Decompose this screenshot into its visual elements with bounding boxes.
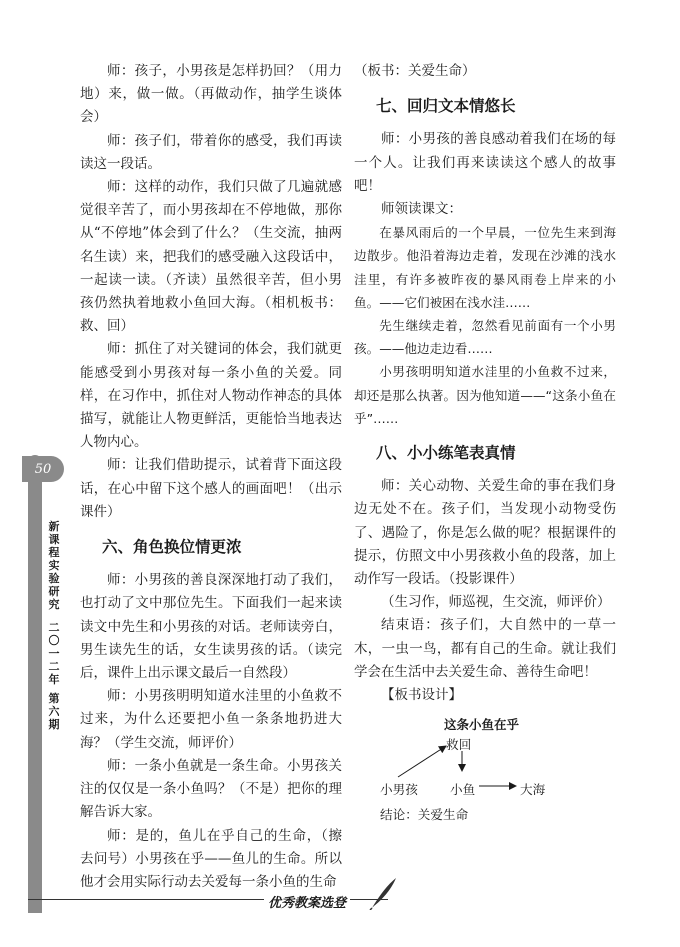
paragraph: （生习作，师巡视，生交流，师评价） <box>381 594 611 611</box>
board-note: （板书：关爱生命） <box>354 63 476 79</box>
right-column <box>354 60 616 833</box>
diagram-title: 这条小鱼在乎 <box>444 717 520 733</box>
left-column <box>80 60 342 894</box>
node-save-return: 救回 <box>446 737 472 753</box>
quote-paragraph: 先生继续走着，忽然看见前面有一个小男孩。——他边走边看…… <box>354 318 616 357</box>
node-fish: 小鱼 <box>450 782 476 798</box>
paragraph: 师：关心动物、关爱生命的事在我们身边无处不在。孩子们，当发现小动物受伤了、遇险了，你是怎么做的呢？根据课件的提示，仿照文中小男孩救小鱼的段落，加上动作写一段话。（投影课件） <box>354 478 616 588</box>
paragraph: 结束语：孩子们，大自然中的一草一木，一虫一鸟，都有自己的生命。就让我们学会在生活中去关爱生命、善待生命吧！ <box>354 617 616 680</box>
page-number: 50 <box>22 456 64 482</box>
footer-title: 优秀教案选登 <box>264 892 350 911</box>
paragraph: 师：抓住了对关键词的体会，我们就更能感受到小男孩对每一条小鱼的关爱。同样，在习作中，抓住对人物动作神态的具体描写，就能让人物更鲜活，更能恰当地表达人物内心。 <box>80 341 342 451</box>
quote-paragraph: 小男孩明明知道水洼里的小鱼救不过来，却还是那么执著。因为他知道——“这条小鱼在乎”…… <box>354 364 616 426</box>
section-heading-7: 七、回归文本情悠长 <box>376 97 516 116</box>
section-heading-8: 八、小小练笔表真情 <box>376 444 516 463</box>
journal-issue: 二 〇 一 二 年 第 六 期 <box>48 621 60 731</box>
paragraph: 师：让我们借助提示，试着背下面这段话，在心中留下这个感人的画面吧！（出示课件） <box>80 457 342 520</box>
section-heading-6: 六、角色换位情更浓 <box>102 538 242 557</box>
paragraph: 师：一条小鱼就是一条生命。小男孩关注的仅仅是一条小鱼吗？（不是）把你的理解告诉大家。 <box>80 757 342 821</box>
paragraph: 师：这样的动作，我们只做了几遍就感觉很辛苦了，而小男孩却在不停地做，那你从“不停地”体会到了什么？（生交流，抽两名生读）来，把我们的感受融入这段话中，一起读一读。（齐读）虽然很辛苦，但小男孩仍然执着地救小鱼回大海。（相机板书：救、回） <box>80 179 342 335</box>
node-sea: 大海 <box>520 782 546 798</box>
paragraph: 师：小男孩的善良感动着我们在场的每一个人。让我们再来读读这个感人的故事吧！ <box>354 131 616 194</box>
side-strip <box>28 455 42 913</box>
board-diagram <box>354 713 616 833</box>
quill-pen-icon <box>368 876 398 910</box>
paragraph: 师领读课文： <box>381 201 462 218</box>
diagram-conclusion: 结论：关爱生命 <box>380 807 469 823</box>
arrow-boy-to-save <box>398 746 446 777</box>
paragraph: 师：孩子，小男孩是怎样扔回？（用力地）来，做一做。（再做动作，抽学生谈体会） <box>80 63 342 126</box>
node-boy: 小男孩 <box>380 782 418 798</box>
board-design-label: 【板书设计】 <box>381 687 462 704</box>
journal-name: 新 课 程 实 验 研 究 <box>48 520 60 611</box>
paragraph: 师：小男孩明明知道水洼里的小鱼救不过来，为什么还要把小鱼一条条地扔进大海？（学生交流，师评价） <box>80 688 342 751</box>
paragraph: 师：小男孩的善良深深地打动了我们，也打动了文中那位先生。下面我们一起来读读文中先生和小男孩的对话。老师读旁白，男生读先生的话，女生读男孩的话。（读完后，课件上出示课文最后一自然段） <box>80 572 342 682</box>
paragraph: 师：孩子们，带着你的感受，我们再读读这一段话。 <box>80 132 342 172</box>
quote-paragraph: 在暴风雨后的一个早晨，一位先生来到海边散步。他沿着海边走着，发现在沙滩的浅水洼里，有许多被昨夜的暴风雨卷上岸来的小鱼。——它们被困在浅水洼…… <box>354 225 616 310</box>
paragraph: 师：是的，鱼儿在乎自己的生命，（擦去问号）小男孩在乎——鱼儿的生命。所以他才会用实际行动去关爱每一条小鱼的生命 <box>80 827 342 890</box>
journal-vertical-title <box>45 520 63 731</box>
